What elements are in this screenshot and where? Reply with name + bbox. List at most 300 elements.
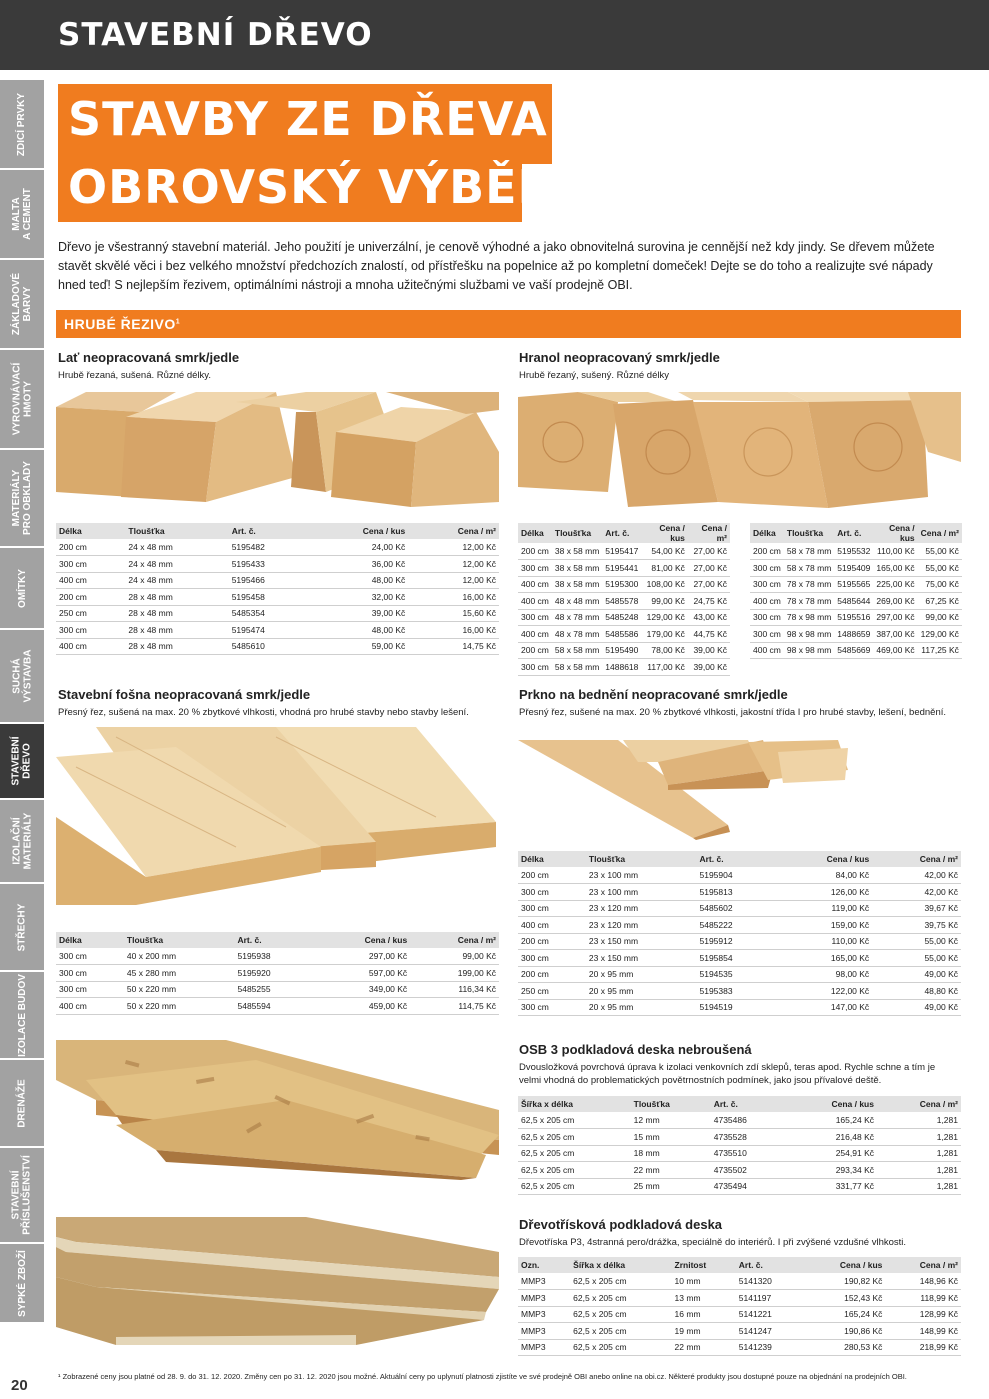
table-cell: 5195458 xyxy=(229,589,309,606)
table-cell: MMP3 xyxy=(518,1290,570,1307)
table-cell: 5195441 xyxy=(602,560,641,577)
table-cell: 300 cm xyxy=(750,609,784,626)
intro-text: Dřevo je všestranný stavební materiál. Jeho použití je univerzální, je cenově výhodné a jako obnovitelná surovina je cennější než kdy jindy. Se dřevem můžete stavět skvělé věci i bez velkého množství předchozích znalostí, od přístřešku na popelnice až po kompletní domeček! Dejte se do toho a realizujte své nápady hned teď! S nejlepším řezivem, optimálními nástroji a mnoha užitečnými službami ve vaší prodejně OBI. xyxy=(58,240,935,292)
col-header: Ozn. xyxy=(518,1257,570,1273)
table-cell: 216,48 Kč xyxy=(785,1129,877,1146)
sidenav-tab[interactable] xyxy=(0,1060,44,1148)
table-cell: 25 mm xyxy=(631,1178,711,1195)
table-row xyxy=(56,589,499,606)
table-cell: 5195466 xyxy=(229,572,309,589)
section-footnote-mark: 1 xyxy=(175,318,181,326)
table-row xyxy=(518,867,961,884)
table-cell: 99,00 Kč xyxy=(918,609,962,626)
table-cell: 300 cm xyxy=(518,560,552,577)
table-row xyxy=(518,933,961,950)
table-cell: 122,00 Kč xyxy=(775,983,872,1000)
table-row xyxy=(518,642,730,659)
table-cell: 5195383 xyxy=(696,983,774,1000)
table-cell: 199,00 Kč xyxy=(410,965,499,982)
table-row xyxy=(750,543,962,560)
fosna-image xyxy=(56,727,499,907)
table-row xyxy=(518,1129,961,1146)
table-cell: 114,75 Kč xyxy=(410,998,499,1015)
table-row xyxy=(518,543,730,560)
table-cell: 5485222 xyxy=(696,917,774,934)
table-header-row xyxy=(518,851,961,867)
table-cell: 128,99 Kč xyxy=(885,1306,961,1323)
table-cell: 152,43 Kč xyxy=(803,1290,886,1307)
table-cell: 300 cm xyxy=(750,626,784,643)
table-cell: 16,00 Kč xyxy=(408,589,499,606)
table-cell: 48,00 Kč xyxy=(309,622,408,639)
table-row xyxy=(518,1323,961,1340)
table-cell: 5141247 xyxy=(736,1323,803,1340)
table-cell: 58 x 78 mm xyxy=(784,543,834,560)
table-cell: 28 x 48 mm xyxy=(125,589,228,606)
sidenav-tab-label: STŘECHY xyxy=(16,903,28,951)
table-cell: 147,00 Kč xyxy=(775,999,872,1016)
table-cell: 200 cm xyxy=(518,642,552,659)
table-cell: 148,96 Kč xyxy=(885,1273,961,1290)
table-row xyxy=(56,965,499,982)
col-header: Cena / kus xyxy=(313,932,410,948)
table-cell: 20 x 95 mm xyxy=(586,999,697,1016)
table-header-row xyxy=(518,1257,961,1273)
table-cell: MMP3 xyxy=(518,1339,570,1356)
col-header: Cena / kus xyxy=(775,851,872,867)
table-cell: 5141221 xyxy=(736,1306,803,1323)
table-cell: 5195565 xyxy=(834,576,873,593)
lat-table xyxy=(56,523,499,655)
table-row xyxy=(518,999,961,1016)
table-header-row xyxy=(750,523,962,543)
table-row xyxy=(518,950,961,967)
table-cell: MMP3 xyxy=(518,1323,570,1340)
table-cell: 129,00 Kč xyxy=(641,609,688,626)
table-cell: 55,00 Kč xyxy=(918,560,962,577)
table-cell: 15 mm xyxy=(631,1129,711,1146)
table-cell: 165,24 Kč xyxy=(803,1306,886,1323)
table-cell: 22 mm xyxy=(672,1339,736,1356)
col-header: Cena / m² xyxy=(408,523,499,539)
table-row xyxy=(750,626,962,643)
table-cell: 39,67 Kč xyxy=(872,900,961,917)
col-header: Cena / kus xyxy=(309,523,408,539)
table-cell: 400 cm xyxy=(56,998,124,1015)
table-cell: 129,00 Kč xyxy=(918,626,962,643)
col-header: Tloušťka xyxy=(552,523,602,543)
sidenav-tab-label: IZOLACE BUDOV xyxy=(16,973,28,1057)
table-cell: 98 x 98 mm xyxy=(784,642,834,659)
table-cell: 200 cm xyxy=(56,539,125,556)
sidenav-tab-label: IZOLAČNÍ MATERIÁLY xyxy=(11,812,34,870)
table-row xyxy=(750,593,962,610)
col-header: Art. č. xyxy=(736,1257,803,1273)
dtd-image xyxy=(56,1217,499,1345)
table-row xyxy=(56,572,499,589)
table-cell: 5194535 xyxy=(696,966,774,983)
table-cell: 5485602 xyxy=(696,900,774,917)
dtd-table xyxy=(518,1257,961,1356)
col-header: Šířka x délka xyxy=(518,1096,631,1112)
col-header: Cena / m² xyxy=(877,1096,961,1112)
table-cell: 297,00 Kč xyxy=(873,609,917,626)
col-header: Zrnitost xyxy=(672,1257,736,1273)
col-header: Tloušťka xyxy=(784,523,834,543)
table-cell: 117,00 Kč xyxy=(641,659,688,676)
sidenav-tab[interactable] xyxy=(0,80,44,170)
fosna-title: Stavební fošna neopracovaná smrk/jedle xyxy=(58,687,311,702)
col-header: Cena / m² xyxy=(410,932,499,948)
col-header: Cena / m² xyxy=(918,523,962,543)
table-cell: 38 x 58 mm xyxy=(552,560,602,577)
table-cell: 250 cm xyxy=(518,983,586,1000)
table-cell: 400 cm xyxy=(750,642,784,659)
table-cell: 165,00 Kč xyxy=(873,560,917,577)
sidenav-tab[interactable] xyxy=(0,548,44,630)
table-cell: 23 x 150 mm xyxy=(586,933,697,950)
table-row xyxy=(518,1339,961,1356)
table-cell: 5485669 xyxy=(834,642,873,659)
table-cell: 5485255 xyxy=(234,981,312,998)
fosna-table xyxy=(56,932,499,1015)
table-cell: 126,00 Kč xyxy=(775,884,872,901)
table-cell: 62,5 x 205 cm xyxy=(518,1145,631,1162)
table-cell: 62,5 x 205 cm xyxy=(518,1129,631,1146)
table-cell: 15,60 Kč xyxy=(408,605,499,622)
table-cell: 62,5 x 205 cm xyxy=(570,1323,671,1340)
table-cell: 24 x 48 mm xyxy=(125,539,228,556)
hero-line-1: STAVBY ZE DŘEVA – xyxy=(68,92,589,146)
prkno-image xyxy=(518,740,961,840)
table-cell: 78 x 98 mm xyxy=(784,609,834,626)
table-row xyxy=(750,642,962,659)
table-cell: 50 x 220 mm xyxy=(124,998,235,1015)
col-header: Art. č. xyxy=(696,851,774,867)
table-cell: 62,5 x 205 cm xyxy=(570,1273,671,1290)
table-cell: 16 mm xyxy=(672,1306,736,1323)
table-cell: 300 cm xyxy=(750,560,784,577)
table-cell: 118,99 Kč xyxy=(885,1290,961,1307)
table-cell: 10 mm xyxy=(672,1273,736,1290)
table-cell: 84,00 Kč xyxy=(775,867,872,884)
table-cell: 48,00 Kč xyxy=(309,572,408,589)
table-row xyxy=(518,1145,961,1162)
table-cell: 24 x 48 mm xyxy=(125,556,228,573)
table-cell: 28 x 48 mm xyxy=(125,638,228,655)
table-cell: 110,00 Kč xyxy=(775,933,872,950)
table-cell: 20 x 95 mm xyxy=(586,983,697,1000)
table-cell: 62,5 x 205 cm xyxy=(570,1339,671,1356)
table-cell: 5141197 xyxy=(736,1290,803,1307)
sidenav-tab[interactable] xyxy=(0,972,44,1060)
table-cell: 5485248 xyxy=(602,609,641,626)
table-cell: MMP3 xyxy=(518,1273,570,1290)
table-cell: 400 cm xyxy=(518,917,586,934)
table-cell: 300 cm xyxy=(56,556,125,573)
page-number: 20 xyxy=(11,1377,28,1394)
table-cell: 42,00 Kč xyxy=(872,884,961,901)
table-cell: 28 x 48 mm xyxy=(125,605,228,622)
sidenav-tab[interactable] xyxy=(0,630,44,724)
col-header: Tloušťka xyxy=(125,523,228,539)
sidenav-tab[interactable] xyxy=(0,260,44,350)
table-cell: 200 cm xyxy=(518,933,586,950)
table-cell: 58 x 58 mm xyxy=(552,659,602,676)
col-header: Cena / m² xyxy=(872,851,961,867)
header-bar xyxy=(0,0,989,70)
sidenav-tab[interactable] xyxy=(0,1148,44,1244)
table-cell: 5195474 xyxy=(229,622,309,639)
table-cell: 27,00 Kč xyxy=(688,576,730,593)
table-cell: 349,00 Kč xyxy=(313,981,410,998)
table-row xyxy=(56,605,499,622)
table-cell: 16,00 Kč xyxy=(408,622,499,639)
table-cell: 300 cm xyxy=(518,950,586,967)
table-cell: 19 mm xyxy=(672,1323,736,1340)
col-header: Tloušťka xyxy=(631,1096,711,1112)
table-cell: 78,00 Kč xyxy=(641,642,688,659)
table-cell: 32,00 Kč xyxy=(309,589,408,606)
table-cell: 62,5 x 205 cm xyxy=(518,1178,631,1195)
table-cell: 48 x 48 mm xyxy=(552,593,602,610)
table-row xyxy=(56,948,499,965)
table-cell: 5195854 xyxy=(696,950,774,967)
sidenav-tab[interactable] xyxy=(0,1244,44,1324)
col-header: Cena / m² xyxy=(688,523,730,543)
side-nav xyxy=(0,80,44,1380)
table-cell: 159,00 Kč xyxy=(775,917,872,934)
table-row xyxy=(518,1290,961,1307)
table-cell: 400 cm xyxy=(518,576,552,593)
col-header: Tloušťka xyxy=(124,932,235,948)
col-header: Cena / kus xyxy=(785,1096,877,1112)
sidenav-tab-label: MALTA A CEMENT xyxy=(11,188,34,240)
col-header: Délka xyxy=(750,523,784,543)
table-row xyxy=(518,917,961,934)
table-row xyxy=(56,998,499,1015)
sidenav-tab[interactable] xyxy=(0,724,44,800)
table-cell: 300 cm xyxy=(518,900,586,917)
table-cell: 300 cm xyxy=(518,609,552,626)
col-header: Art. č. xyxy=(711,1096,785,1112)
table-row xyxy=(750,576,962,593)
table-cell: 200 cm xyxy=(750,543,784,560)
table-cell: 5195482 xyxy=(229,539,309,556)
table-cell: 62,5 x 205 cm xyxy=(518,1162,631,1179)
table-cell: 116,34 Kč xyxy=(410,981,499,998)
table-cell: 300 cm xyxy=(750,576,784,593)
col-header: Šířka x délka xyxy=(570,1257,671,1273)
table-cell: 200 cm xyxy=(518,543,552,560)
table-cell: 5195417 xyxy=(602,543,641,560)
table-cell: 1,281 xyxy=(877,1145,961,1162)
table-cell: 5485594 xyxy=(234,998,312,1015)
sidenav-tab[interactable] xyxy=(0,170,44,260)
table-row xyxy=(518,659,730,676)
prkno-title: Prkno na bednění neopracované smrk/jedle xyxy=(519,687,788,702)
table-cell: 400 cm xyxy=(518,626,552,643)
table-cell: 200 cm xyxy=(518,966,586,983)
table-cell: 78 x 78 mm xyxy=(784,593,834,610)
table-row xyxy=(56,622,499,639)
table-row xyxy=(56,556,499,573)
table-cell: 5195938 xyxy=(234,948,312,965)
table-cell: 269,00 Kč xyxy=(873,593,917,610)
table-cell: 5195920 xyxy=(234,965,312,982)
sidenav-tab-label: STAVEBNÍ PŘÍSLUŠENSTVÍ xyxy=(11,1155,33,1235)
hranol-title: Hranol neopracovaný smrk/jedle xyxy=(519,350,720,365)
table-header-row xyxy=(518,523,730,543)
table-cell: 48,80 Kč xyxy=(872,983,961,1000)
table-cell: 387,00 Kč xyxy=(873,626,917,643)
hranol-image xyxy=(518,392,961,510)
section-title-text: HRUBÉ ŘEZIVO xyxy=(64,316,176,332)
table-cell: 1,281 xyxy=(877,1112,961,1129)
sidenav-tab-label: ZDICÍ PRVKY xyxy=(16,92,28,156)
table-cell: 1488618 xyxy=(602,659,641,676)
table-cell: 14,75 Kč xyxy=(408,638,499,655)
sidenav-tab[interactable] xyxy=(0,450,44,548)
table-cell: 49,00 Kč xyxy=(872,966,961,983)
table-cell: 459,00 Kč xyxy=(313,998,410,1015)
col-header: Art. č. xyxy=(234,932,312,948)
table-cell: 62,5 x 205 cm xyxy=(518,1112,631,1129)
table-cell: 5195813 xyxy=(696,884,774,901)
table-cell: 22 mm xyxy=(631,1162,711,1179)
col-header: Art. č. xyxy=(229,523,309,539)
table-cell: 12,00 Kč xyxy=(408,539,499,556)
table-row xyxy=(750,560,962,577)
table-cell: 62,5 x 205 cm xyxy=(570,1306,671,1323)
table-cell: 280,53 Kč xyxy=(803,1339,886,1356)
table-cell: 400 cm xyxy=(750,593,784,610)
table-cell: 4735510 xyxy=(711,1145,785,1162)
table-cell: 190,82 Kč xyxy=(803,1273,886,1290)
table-row xyxy=(56,539,499,556)
table-cell: 20 x 95 mm xyxy=(586,966,697,983)
table-cell: 179,00 Kč xyxy=(641,626,688,643)
table-cell: 28 x 48 mm xyxy=(125,622,228,639)
table-row xyxy=(518,1273,961,1290)
table-cell: 190,86 Kč xyxy=(803,1323,886,1340)
table-cell: 108,00 Kč xyxy=(641,576,688,593)
table-cell: 5195532 xyxy=(834,543,873,560)
table-cell: 119,00 Kč xyxy=(775,900,872,917)
table-cell: 331,77 Kč xyxy=(785,1178,877,1195)
prkno-desc: Přesný řez, sušené na max. 20 % zbytkové vlhkosti, jakostní třída I pro hrubé stavby, lešení, bednění. xyxy=(519,707,947,718)
table-cell: 23 x 150 mm xyxy=(586,950,697,967)
table-cell: 23 x 120 mm xyxy=(586,917,697,934)
col-header: Délka xyxy=(56,932,124,948)
table-cell: 27,00 Kč xyxy=(688,560,730,577)
osb-image xyxy=(56,1040,499,1180)
table-cell: 300 cm xyxy=(56,948,124,965)
col-header: Tloušťka xyxy=(586,851,697,867)
sidenav-tab[interactable] xyxy=(0,884,44,972)
table-cell: 400 cm xyxy=(518,593,552,610)
table-cell: 5485644 xyxy=(834,593,873,610)
table-cell: 50 x 220 mm xyxy=(124,981,235,998)
table-cell: 165,00 Kč xyxy=(775,950,872,967)
table-cell: 597,00 Kč xyxy=(313,965,410,982)
sidenav-tab-label: OMÍTKY xyxy=(16,568,28,608)
dtd-desc: Dřevotříska P3, 4stranná pero/drážka, speciálně do interiérů. I při zvýšené vzdušné vlhkosti. xyxy=(519,1237,907,1248)
sidenav-tab-label: STAVEBNÍ DŘEVO xyxy=(11,736,34,786)
fosna-desc: Přesný řez, sušená na max. 20 % zbytkové vlhkosti, vhodná pro hrubé stavby nebo stavby lešení. xyxy=(58,707,469,718)
table-cell: 218,99 Kč xyxy=(885,1339,961,1356)
sidenav-tab-label: MATERIÁLY PRO OBKLADY xyxy=(11,461,33,535)
table-cell: 81,00 Kč xyxy=(641,560,688,577)
sidenav-tab[interactable] xyxy=(0,350,44,450)
hranol-table-a xyxy=(518,523,730,676)
table-cell: 5195433 xyxy=(229,556,309,573)
table-row xyxy=(518,966,961,983)
table-cell: 75,00 Kč xyxy=(918,576,962,593)
table-cell: 67,25 Kč xyxy=(918,593,962,610)
table-cell: 59,00 Kč xyxy=(309,638,408,655)
table-cell: 300 cm xyxy=(56,981,124,998)
table-cell: 62,5 x 205 cm xyxy=(570,1290,671,1307)
table-cell: 23 x 100 mm xyxy=(586,867,697,884)
table-cell: 23 x 120 mm xyxy=(586,900,697,917)
table-cell: 4735494 xyxy=(711,1178,785,1195)
col-header: Cena / kus xyxy=(803,1257,886,1273)
sidenav-tab[interactable] xyxy=(0,800,44,884)
table-row xyxy=(56,638,499,655)
table-cell: 18 mm xyxy=(631,1145,711,1162)
table-cell: 5141239 xyxy=(736,1339,803,1356)
table-cell: 5485578 xyxy=(602,593,641,610)
table-cell: 58 x 58 mm xyxy=(552,642,602,659)
table-cell: 24 x 48 mm xyxy=(125,572,228,589)
table-cell: 42,00 Kč xyxy=(872,867,961,884)
table-cell: 4735486 xyxy=(711,1112,785,1129)
table-cell: 5195490 xyxy=(602,642,641,659)
table-cell: 1488659 xyxy=(834,626,873,643)
table-cell: 12,00 Kč xyxy=(408,572,499,589)
table-cell: 300 cm xyxy=(56,965,124,982)
table-cell: 297,00 Kč xyxy=(313,948,410,965)
table-row xyxy=(518,884,961,901)
table-cell: 36,00 Kč xyxy=(309,556,408,573)
table-cell: 469,00 Kč xyxy=(873,642,917,659)
table-cell: 45 x 280 mm xyxy=(124,965,235,982)
table-row xyxy=(56,981,499,998)
osb-title: OSB 3 podkladová deska nebroušená xyxy=(519,1042,752,1057)
table-cell: 300 cm xyxy=(518,999,586,1016)
table-cell: 4735502 xyxy=(711,1162,785,1179)
table-row xyxy=(518,1178,961,1195)
table-row xyxy=(750,609,962,626)
table-cell: 300 cm xyxy=(518,884,586,901)
hranol-table-b xyxy=(750,523,962,659)
table-cell: 24,00 Kč xyxy=(309,539,408,556)
page-title: STAVEBNÍ DŘEVO xyxy=(58,17,373,53)
table-row xyxy=(518,900,961,917)
table-cell: 44,75 Kč xyxy=(688,626,730,643)
table-cell: 38 x 58 mm xyxy=(552,576,602,593)
sidenav-tab-label: SYPKÉ ZBOŽÍ xyxy=(16,1249,28,1317)
table-cell: 43,00 Kč xyxy=(688,609,730,626)
lat-image xyxy=(56,392,499,510)
table-cell: 1,281 xyxy=(877,1129,961,1146)
section-bar xyxy=(56,310,961,338)
table-row xyxy=(518,1306,961,1323)
table-cell: 400 cm xyxy=(56,572,125,589)
table-cell: 5485354 xyxy=(229,605,309,622)
table-row xyxy=(518,626,730,643)
